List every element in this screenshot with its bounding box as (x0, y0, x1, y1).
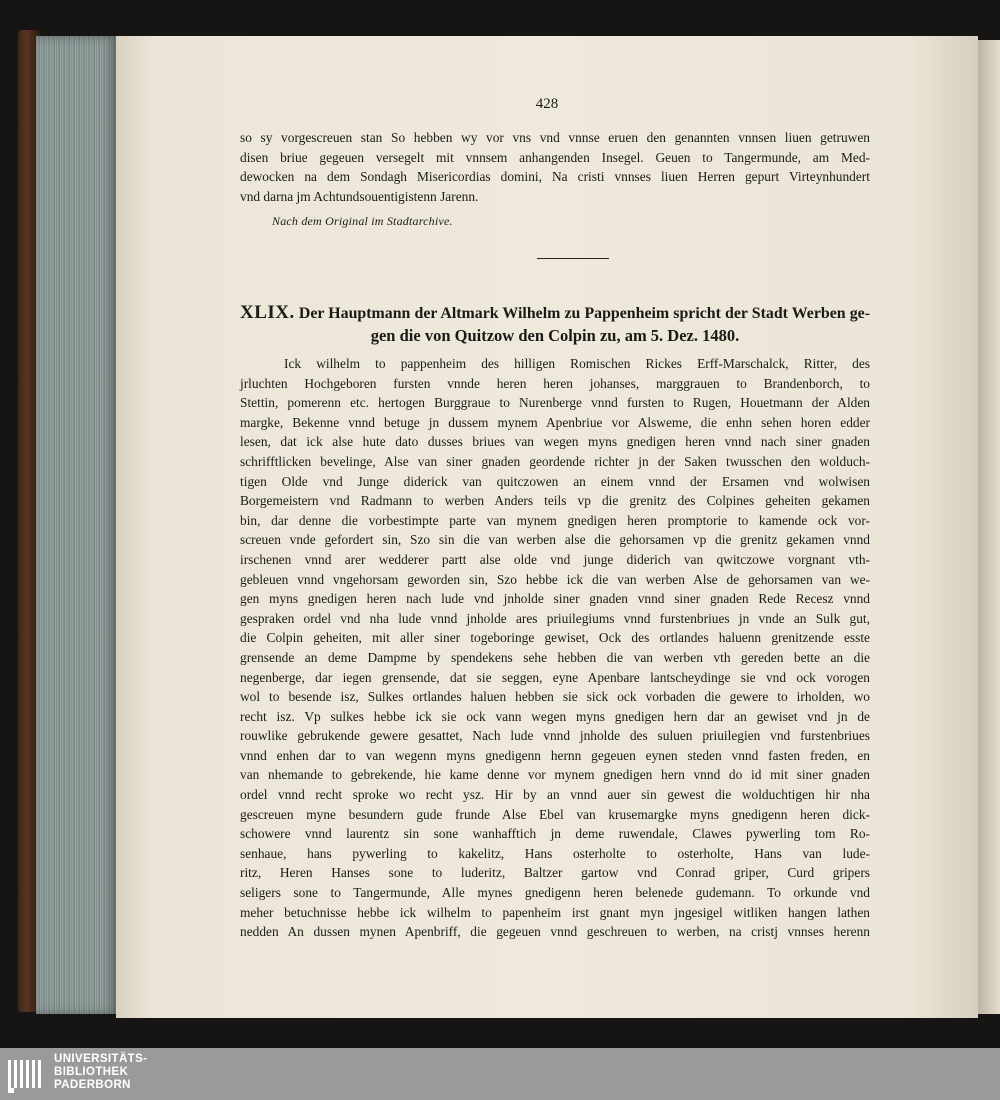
text-line: Stettin, pomerenn etc. hertogen Burggraue to Nurenberge vnnd fursten to Rugen, Houetmann der Alden (240, 395, 870, 411)
text-line: van nhemande to gebrekende, hie kame denne vor mynem gnedigen hern vnnd do id mit siner gnaden (240, 767, 870, 783)
document-body-text (240, 354, 870, 942)
preceding-document-text (240, 128, 870, 206)
text-line: vnnd enhen dar to van wegenn myns gnedigenn hernn gegeuen eynen steden vnnd fasten freden, en (240, 747, 870, 763)
source-note: Nach dem Original im Stadtarchive. (272, 214, 453, 228)
section-heading (240, 302, 870, 347)
text-line: gespraken ordel vnd nha lude vnnd jnholde ares priuilegiums vnnd furstenbriues jn vnde an Sulk gut, (240, 610, 870, 626)
text-line: lesen, dat ick alse hute dato dusses briues van wegen myns gnedigen heren vnnd nach siner gnaden (240, 434, 870, 450)
section-heading-line-1 (240, 302, 870, 325)
text-line: dewocken na dem Sondagh Misericordias domini, Na cristi vnnses liuen Herren gepurt Virteynhundert (240, 169, 870, 185)
library-name (54, 1053, 147, 1092)
text-line: schrifftlicken bevelinge, Alse van siner gnaden geordende richter jn der Saken twusschen den wolduch- (240, 453, 870, 469)
facing-page-edge (978, 40, 1000, 1014)
text-line: gescreuen myne besundern gude frunde Alse Ebel van krusemargke myns gnedigenn heren dick- (240, 806, 870, 822)
text-line: nedden An dussen mynen Apenbriff, die gegeuen vnnd geschreuen to werben, na cristj vnnses herenn (240, 924, 870, 940)
section-numeral: XLIX. (240, 302, 295, 323)
text-line: gebleuen vnnd vngehorsam geworden sin, Szo hebbe ick die van werben Alse de gehorsamen van we- (240, 571, 870, 587)
section-divider (537, 258, 609, 259)
text-line: vnd darna jm Achtundsouentigistenn Jarenn. (240, 188, 479, 204)
text-line: bin, dar denne die vorbestimpte parte van mynem gnedigen heren promptorie to kamende ock vor- (240, 512, 870, 528)
text-line: seligers sone to Tangermunde, Alle mynes gnedigenn heren belenede gudemann. To orkunde vnd (240, 885, 870, 901)
text-line: rouwlike gebrukende gewere gesattet, Nach lude vnnd jnholde des suluen priuilegien vnd furstenbriues (240, 728, 870, 744)
text-line: recht isz. Vp sulkes hebbe ick sie ock vann wegen myns gnedigen hern dar an gewiset vnd jn de (240, 708, 870, 724)
text-line: disen briue gegeuen versegelt mit vnnsem anhangenden Insegel. Geuen to Tangermunde, am Med- (240, 149, 870, 165)
text-line: die Colpin geheiten, mit aller siner togeboringe gewiset, Ock des ortlandes haluenn grenitzende esste (240, 630, 870, 646)
text-line: ordel vnnd recht sproke wo recht ysz. Hir by an vnnd auer sin gewest die wolduchtigen hir nha (240, 787, 870, 803)
page-number: 428 (535, 96, 559, 112)
text-line: schowere vnnd laurentz sin sone wanhafftich jn deme ruwendale, Clawes pywerling tom Ro- (240, 826, 870, 842)
text-line: gen myns gnedigen heren nach lude vnd jnholde siner gnaden vnnd siner gnaden Rede Recesz vnnd (240, 591, 870, 607)
page-edges (36, 36, 118, 1014)
book-page (116, 36, 978, 1018)
text-line: ritz, Heren Hanses sone to luderitz, Baltzer gartow vnd Conrad griper, Curd gripers (240, 865, 870, 881)
text-line: grensende an deme Dampme by spendekens sehe hebben die van werben vth gereden bette an die (240, 649, 870, 665)
text-line: wol to besende isz, Sulkes ortlandes haluen hebben sie sick ock vorbaden die gewere to irholden, wo (240, 689, 870, 705)
text-line: senhaue, hans pywerling to kakelitz, Hans osterholte to osterholte, Hans van lude- (240, 845, 870, 861)
text-line: irschenen vnnd arer wedderer partt alse olde vnd junge diderich van qwitczowe vorgnant vth- (240, 551, 870, 567)
text-line: Ick wilhelm to pappenheim des hilligen Romischen Rickes Erff-Marschalck, Ritter, des (284, 356, 870, 371)
text-line: so sy vorgescreuen stan So hebben wy vor vns vnd vnnse eruen den genannten vnnsen liuen getruwen (240, 130, 870, 145)
section-heading-line-2: gen die von Quitzow den Colpin zu, am 5. Dez. 1480. (370, 326, 740, 345)
library-footer-bar (0, 1048, 1000, 1100)
text-line: negenberge, dar iegen grensende, dat sie seggen, eyne Apenbare lantscheydinge sie vnd ock vorogen (240, 669, 870, 685)
text-line: jrluchten Hochgeboren fursten vnnde heren heren johanses, marggrauen to Brandenborch, to (240, 375, 870, 391)
library-logo-icon (6, 1054, 46, 1094)
text-line: tigen Olde vnd Junge diderick van quitczowen an einem vnnd der Ersamen vnd wolwisen (240, 473, 870, 489)
text-line: meher betuchnisse hebbe ick wilhelm to papenheim irst gnant myn jngesigel witliken hangen lathen (240, 904, 870, 920)
text-line: screuen vnde gefordert sin, Szo sin die van werben alse die gehorsamen vp die grenitz gekamen vnnd (240, 532, 870, 548)
library-name-line-3: PADERBORN (54, 1079, 131, 1091)
text-line: Borgemeistern vnd Radmann to werben Anders teils vp die grenitz des Colpines geheiten gekamen (240, 493, 870, 509)
library-name-line-1: UNIVERSITÄTS- (54, 1053, 148, 1065)
library-name-line-2: BIBLIOTHEK (54, 1066, 129, 1078)
section-title-part-1: Der Hauptmann der Altmark Wilhelm zu Pappenheim spricht der Stadt Werben ge- (298, 305, 871, 322)
text-line: margke, Bekenne vnnd betuge jn dussem mynem Apenbriue vor Alsweme, die enhn sehen horen edder (240, 414, 870, 430)
